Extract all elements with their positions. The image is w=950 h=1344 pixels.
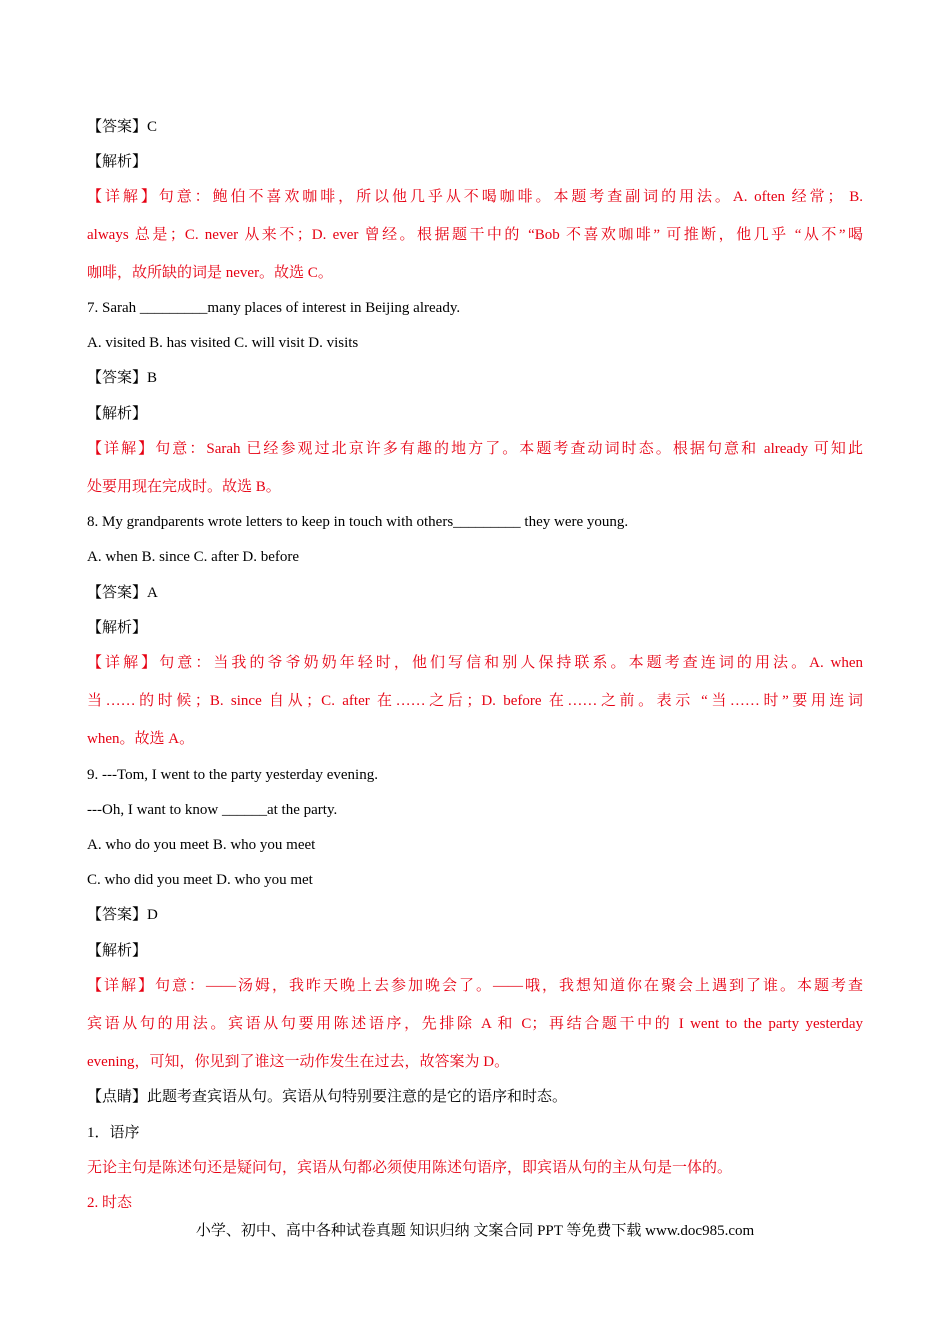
analysis-label: 【解析】	[87, 154, 148, 170]
question-8-options: A. when B. since C. after D. before	[87, 549, 300, 565]
tip-heading: 2. 时态	[87, 1195, 133, 1211]
detail-text: 当……的时候；B. since 自从；C. after 在……之后；D. before 在……之前。表示 “当……时”要用连词	[87, 693, 863, 709]
detail-text: 【详解】句意：当我的爷爷奶奶年轻时，他们写信和别人保持联系。本题考查连词的用法。A. when	[87, 655, 863, 671]
detail-text: 处要用现在完成时。故选 B。	[87, 479, 281, 495]
answer-label: 【答案】B	[87, 370, 158, 386]
question-8: 8. My grandparents wrote letters to keep in touch with others_________ they were young.	[87, 514, 629, 530]
answer-label: 【答案】D	[87, 907, 158, 923]
detail-text: 【详解】句意：鲍伯不喜欢咖啡，所以他几乎从不喝咖啡。本题考查副词的用法。A. often 经常； B.	[87, 189, 863, 205]
detail-text: 【详解】句意：——汤姆，我昨天晚上去参加晚会了。——哦，我想知道你在聚会上遇到了谁。本题考查	[87, 978, 863, 994]
detail-text: 咖啡，故所缺的词是 never。故选 C。	[87, 265, 333, 281]
answer-label: 【答案】C	[87, 119, 158, 135]
tip-heading: 1．语序	[87, 1125, 140, 1141]
detail-text: evening，可知，你见到了谁这一动作发生在过去，故答案为 D。	[87, 1054, 510, 1070]
question-7: 7. Sarah _________many places of interest in Beijing already.	[87, 300, 461, 316]
question-9-dialogue: ---Oh, I want to know ______at the party.	[87, 802, 338, 818]
tip-text: 无论主句是陈述句还是疑问句，宾语从句都必须使用陈述句语序，即宾语从句的主从句是一体的。	[87, 1160, 733, 1176]
detail-text: always 总是；C. never 从来不；D. ever 曾经。根据题干中的 “Bob 不喜欢咖啡” 可推断，他几乎 “从不”喝	[87, 227, 863, 243]
analysis-label: 【解析】	[87, 943, 148, 959]
question-9: 9. ---Tom, I went to the party yesterday evening.	[87, 767, 378, 783]
question-9-options: C. who did you meet D. who you met	[87, 872, 313, 888]
tip-text: 【点睛】此题考查宾语从句。宾语从句特别要注意的是它的语序和时态。	[87, 1089, 568, 1105]
analysis-label: 【解析】	[87, 620, 148, 636]
page-footer: 小学、初中、高中各种试卷真题 知识归纳 文案合同 PPT 等免费下载 www.doc985.com	[195, 1223, 755, 1239]
analysis-label: 【解析】	[87, 406, 148, 422]
question-9-options: A. who do you meet B. who you meet	[87, 837, 316, 853]
detail-text: 【详解】句意：Sarah 已经参观过北京许多有趣的地方了。本题考查动词时态。根据句意和 already 可知此	[87, 441, 863, 457]
answer-label: 【答案】A	[87, 585, 158, 601]
detail-text: when。故选 A。	[87, 731, 195, 747]
question-7-options: A. visited B. has visited C. will visit D. visits	[87, 335, 359, 351]
detail-text: 宾语从句的用法。宾语从句要用陈述语序，先排除 A 和 C；再结合题干中的 I went to the party yesterday	[87, 1016, 863, 1032]
